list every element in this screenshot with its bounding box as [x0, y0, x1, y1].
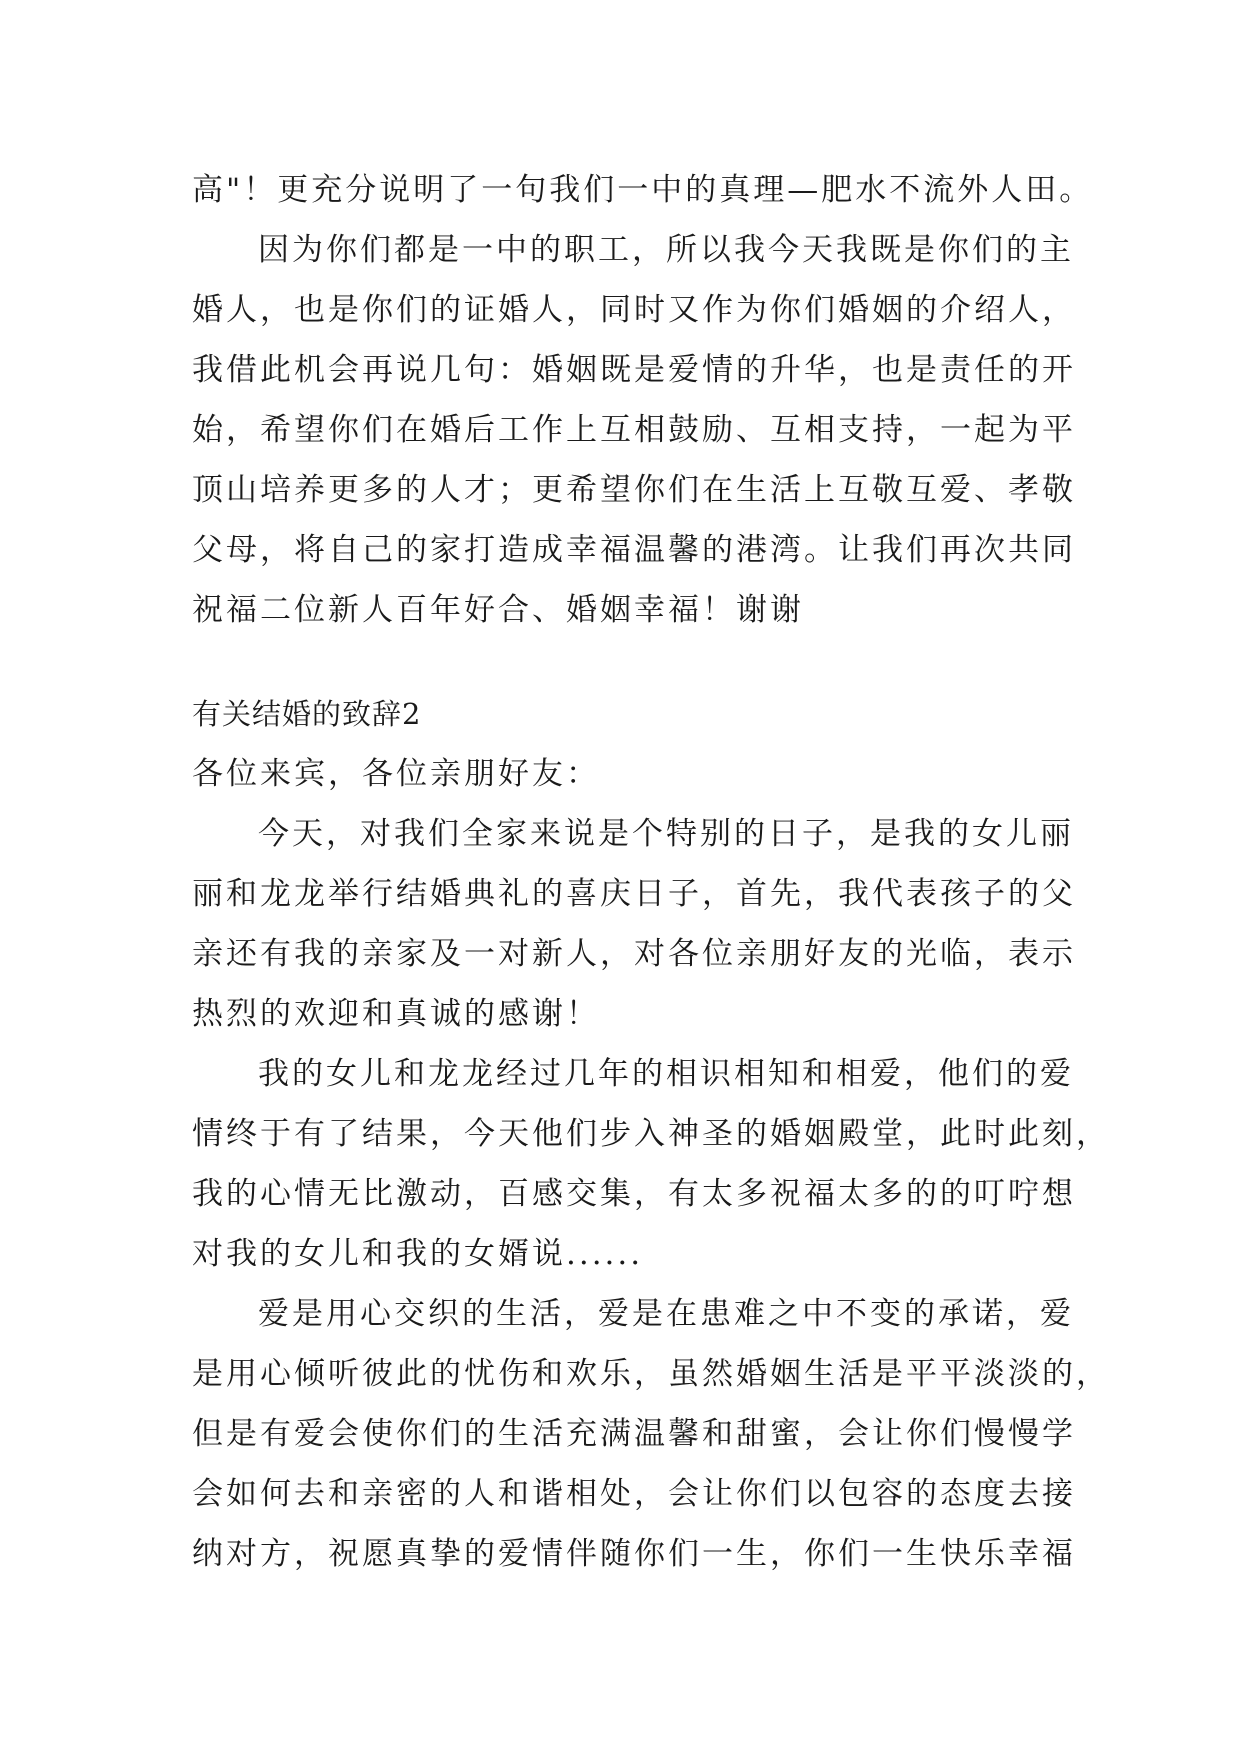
- section-gap: [192, 640, 1072, 684]
- text-line: 丽和龙龙举行结婚典礼的喜庆日子，首先，我代表孩子的父: [192, 876, 1076, 912]
- text-line: 祝福二位新人百年好合、婚姻幸福！谢谢: [192, 592, 804, 628]
- paragraph-first-line: 今天，对我们全家来说是个特别的日子，是我的女儿丽: [258, 816, 1074, 852]
- text-line: 父母，将自己的家打造成幸福温馨的港湾。让我们再次共同: [192, 532, 1076, 568]
- text-line: 但是有爱会使你们的生活充满温馨和甜蜜，会让你们慢慢学: [192, 1416, 1076, 1452]
- text-line: 亲还有我的亲家及一对新人，对各位亲朋好友的光临，表示: [192, 936, 1076, 972]
- greeting-line: 各位来宾，各位亲朋好友：: [192, 756, 600, 792]
- text-line: 情终于有了结果，今天他们步入神圣的婚姻殿堂，此时此刻，: [192, 1116, 1110, 1152]
- text-line: 高"！更充分说明了一句我们一中的真理—肥水不流外人田。: [192, 172, 1094, 208]
- paragraph-first-line: 因为你们都是一中的职工，所以我今天我既是你们的主: [258, 232, 1074, 268]
- text-line: 是用心倾听彼此的忧伤和欢乐，虽然婚姻生活是平平淡淡的，: [192, 1356, 1110, 1392]
- paragraph-first-line: 爱是用心交织的生活，爱是在患难之中不变的承诺，爱: [258, 1296, 1074, 1332]
- text-line: 我借此机会再说几句：婚姻既是爱情的升华，也是责任的开: [192, 352, 1076, 388]
- text-line: 婚人，也是你们的证婚人，同时又作为你们婚姻的介绍人，: [192, 292, 1076, 328]
- paragraph-first-line: 我的女儿和龙龙经过几年的相识相知和相爱，他们的爱: [258, 1056, 1074, 1092]
- text-line: 纳对方，祝愿真挚的爱情伴随你们一生，你们一生快乐幸福: [192, 1536, 1076, 1572]
- text-line: 对我的女儿和我的女婿说......: [192, 1236, 644, 1272]
- document-page: [192, 160, 1110, 1584]
- text-line: 热烈的欢迎和真诚的感谢！: [192, 996, 600, 1032]
- text-line: 始，希望你们在婚后工作上互相鼓励、互相支持，一起为平: [192, 412, 1076, 448]
- text-line: 会如何去和亲密的人和谐相处，会让你们以包容的态度去接: [192, 1476, 1076, 1512]
- section-heading: 有关结婚的致辞2: [192, 697, 422, 731]
- text-line: 顶山培养更多的人才；更希望你们在生活上互敬互爱、孝敬: [192, 472, 1076, 508]
- text-line: 我的心情无比激动，百感交集，有太多祝福太多的的叮咛想: [192, 1176, 1076, 1212]
